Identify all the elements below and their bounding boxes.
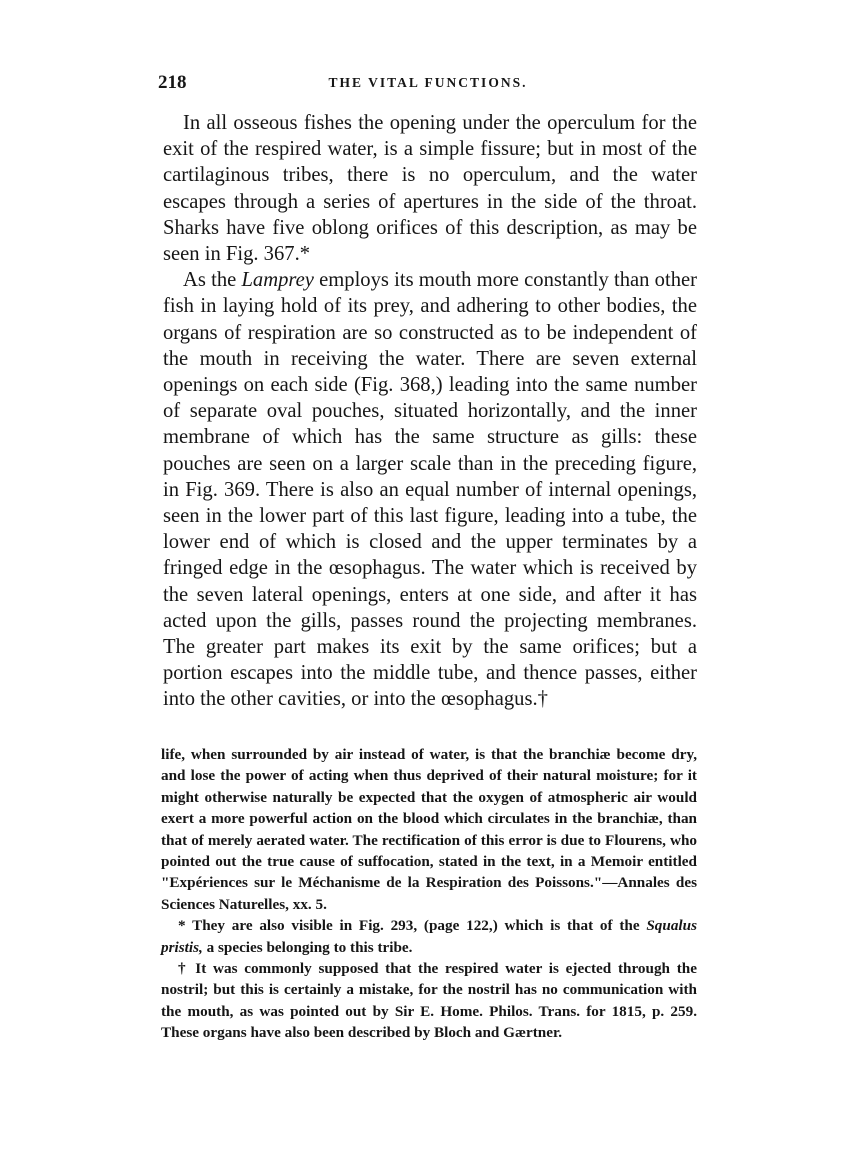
footnote-dagger: † It was commonly supposed that the respired water is ejected through the nostril; but this is certainly a mistake, for the nostril has no communication with the mouth, as was pointed out by Sir E. Home. Philos. Trans. for 1815, p. 259. These organs have also been described by Bloch and Gærtner. [161, 960, 697, 1042]
page-number: 218 [158, 72, 187, 93]
footnote-asterisk-start: * They are also visible in Fig. 293, (page 122,) which is that of the [178, 917, 647, 935]
running-head: THE VITAL FUNCTIONS. [328, 75, 528, 90]
footnote-continued: life, when surrounded by air instead of water, is that the branchiæ become dry, and lose the power of acting when thus deprived of their natural moisture; for it might otherwise naturally be expected that the oxygen of atmospheric air would exert a more powerful action on the blood which circulates in the branchiæ, than that of merely aerated water. The rectification of this error is due to Flourens, who pointed out the true cause of suffocation, stated in the text, in a Memoir entitled "Expériences sur le Méchanisme de la Respiration des Poissons."—Annales des Sciences Naturelles, xx. 5. [161, 746, 697, 913]
paragraph-2-rest: employs its mouth more constantly than other fish in laying hold of its prey, and adhering to other bodies, the organs of respiration are so constructed as to be independent of the mouth in receiving the water. There are seven external openings on each side (Fig. 368,) leading into the same number of separate oval pouches, situated horizontally, and the inner membrane of which has the same structure as gills: these pouches are seen on a larger scale than in the preceding figure, in Fig. 369. There is also an equal number of internal openings, seen in the lower part of this last figure, leading into a tube, the lower end of which is closed and the upper terminates by a fringed edge in the œsophagus. The water which is received by the seven lateral openings, enters at one side, and after it has acted upon the gills, passes round the projecting membranes. The greater part makes its exit by the same orifices; but a portion escapes into the middle tube, and thence passes, either into the other cavities, or into the œsophagus.† [163, 269, 697, 711]
paragraph-2 [163, 267, 697, 712]
main-text [163, 110, 697, 713]
lamprey-term: Lamprey [241, 269, 314, 292]
footnote-asterisk [161, 915, 697, 958]
footnote-asterisk-end: a species belonging to this tribe. [202, 938, 413, 956]
paragraph-1: In all osseous fishes the opening under the operculum for the exit of the respired water, is a simple fissure; but in most of the cartilaginous tribes, there is no operculum, and the water escapes through a series of apertures in the side of the throat. Sharks have five oblong orifices of this description, as may be seen in Fig. 367.* [163, 112, 697, 266]
paragraph-2-start: As the [183, 269, 242, 292]
squalus-term: Squalus pristis, [161, 917, 697, 956]
page-header [158, 72, 698, 96]
footnotes [161, 744, 697, 1044]
